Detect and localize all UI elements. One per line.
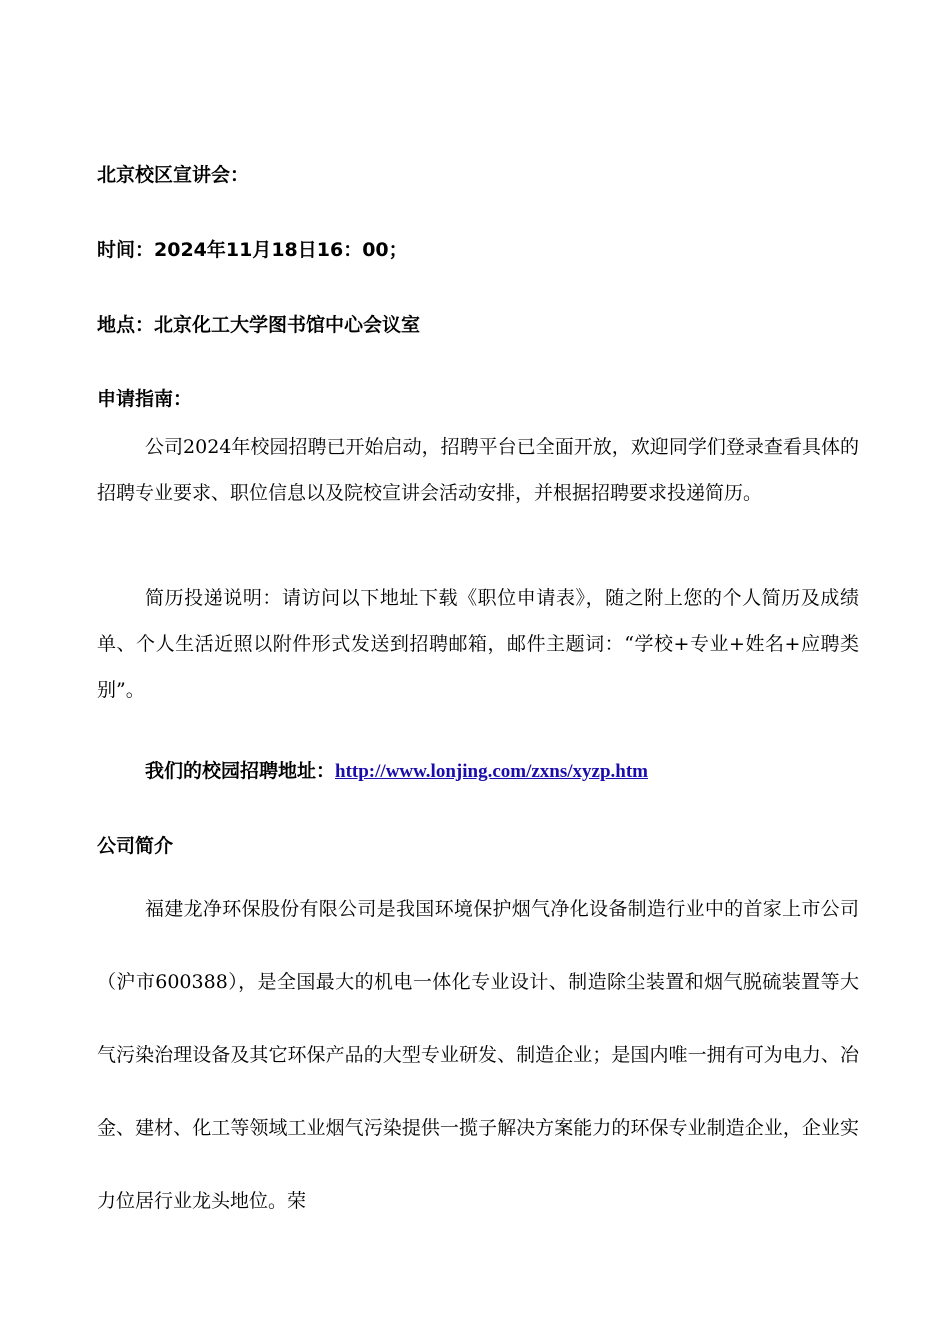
company-intro-title: 公司简介	[97, 835, 174, 857]
beijing-session-title: 北京校区宣讲会：	[97, 164, 250, 186]
session-location: 地点：北京化工大学图书馆中心会议室	[97, 314, 421, 336]
recruitment-url-line	[145, 759, 648, 784]
company-intro-paragraph: 福建龙净环保股份有限公司是我国环境保护烟气净化设备制造行业中的首家上市公司（沪市600388），是全国最大的机电一体化专业设计、制造除尘装置和烟气脱硫装置等大气污染治理设备及其它环保产品的大型专业研发、制造企业；是国内唯一拥有可为电力、冶金、建材、化工等领域工业烟气污染提供一揽子解决方案能力的环保专业制造企业，企业实力位居行业龙头地位。荣	[97, 898, 859, 1212]
guide-paragraph-2: 简历投递说明：请访问以下地址下载《职位申请表》，随之附上您的个人简历及成绩单、个人生活近照以附件形式发送到招聘邮箱，邮件主题词：“学校+专业+姓名+应聘类别”。	[97, 587, 859, 701]
recruitment-url-link[interactable]: http://www.lonjing.com/zxns/xyzp.htm	[335, 761, 649, 782]
recruitment-url-label: 我们的校园招聘地址：	[145, 760, 336, 782]
guide-paragraph-1: 公司2024年校园招聘已开始启动，招聘平台已全面开放，欢迎同学们登录查看具体的招聘专业要求、职位信息以及院校宣讲会活动安排，并根据招聘要求投递简历。	[97, 436, 859, 504]
application-guide-title: 申请指南：	[97, 388, 193, 410]
session-time: 时间：2024年11月18日16：00；	[97, 239, 408, 261]
